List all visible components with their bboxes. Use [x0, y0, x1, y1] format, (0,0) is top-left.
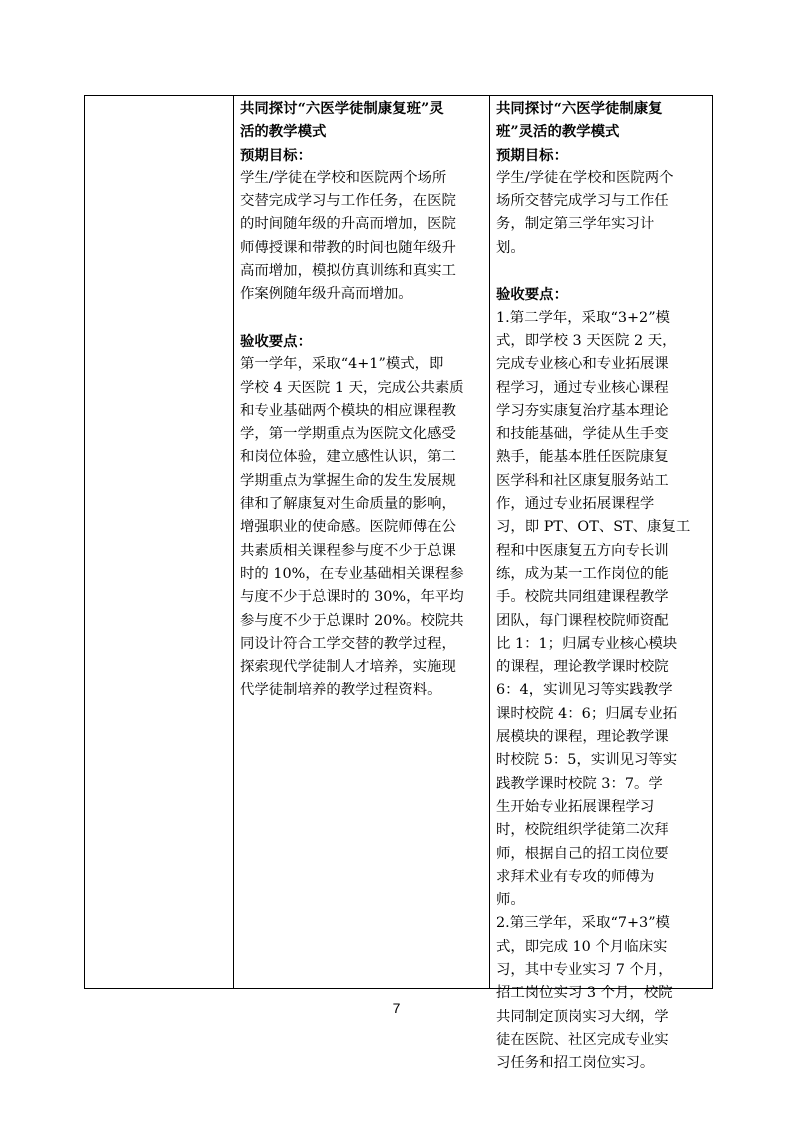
- spacer: [496, 260, 713, 283]
- content-table: [84, 95, 713, 1072]
- goal-text: 学生/学徒在学校和医院两个 场所交替完成学习与工作任 务，制定第三学年实习计 划。: [496, 169, 674, 256]
- column-divider-2: [489, 96, 490, 988]
- table-cell-stage-next: [491, 96, 713, 1072]
- table-cell-stage-plan: [235, 96, 487, 988]
- check-label: 验收要点：: [496, 286, 568, 304]
- cell-title: 共同探讨“六医学徒制康复 班”灵活的教学模式: [496, 100, 663, 141]
- spacer: [240, 307, 487, 330]
- page-number: 7: [392, 1000, 401, 1016]
- check-text-year-3: 2.第三学年，采取“7+3”模 式，即完成 10 个月临床实 习，其中专业实习 7 个月， 招工岗位实习 3 个月，校院 共同制定顶岗实习大纲，学 徒在医院、社区完成专业实 习任务和招工岗位实习。: [496, 915, 673, 1072]
- check-text: 第一学年，采取“4+1”模式，即 学校 4 天医院 1 天，完成公共素质 和专业基础两个模块的相应课程教 学，第一学期重点为医院文化感受 和岗位体验，建立感性认识，第二 学期重点为掌握生命的发生发展规 律和了解康复对生命质量的影响， 增强职业的使命感。医院师傅在公 共素质相关课程参与度不少于总课 时的 10%，在专业基础相关课程参 与度不少于总课时的 30%，年平均 参与度不少于总课时 20%。校院共 同设计符合工学交替的教学过程， 探索现代学徒制人才培养，实施现 代学徒制培养的教学过程资料。: [240, 356, 464, 699]
- cell-title: 共同探讨“六医学徒制康复班”灵 活的教学模式: [240, 100, 444, 141]
- check-label: 验收要点：: [240, 332, 312, 350]
- goal-label: 预期目标：: [496, 146, 568, 164]
- goal-label: 预期目标：: [240, 146, 312, 164]
- column-divider-1: [233, 96, 234, 988]
- goal-text: 学生/学徒在学校和医院两个场所 交替完成学习与工作任务，在医院 的时间随年级的升高而增加，医院 师傅授课和带教的时间也随年级升 高而增加，模拟仿真训练和真实工 作案例随年级升高而增加。: [240, 169, 456, 303]
- check-text-year-2: 1.第二学年，采取“3+2”模 式，即学校 3 天医院 2 天， 完成专业核心和专业拓展课 程学习，通过专业核心课程 学习夯实康复治疗基本理论 和技能基础，学徒从生手变 熟手，能基本胜任医院康复 医学科和社区康复服务站工 作，通过专业拓展课程学 习，即 PT、OT、ST、康复工 程和中医康复五方向专长训 练，成为某一工作岗位的能 手。校院共同组建课程教学 团队，每门课程校院师资配 比 1：1；归属专业核心模块 的课程，理论教学课时校院 6：4，实训见习等实践教学 课时校院 4：6；归属专业拓 展模块的课程，理论教学课 时校院 5：5，实训见习等实 践教学课时校院 3：7。学 生开始专业拓展课程学习 时，校院组织学徒第二次拜 师，根据自己的招工岗位要 求拜术业有专攻的师傅为 师。: [496, 309, 691, 909]
